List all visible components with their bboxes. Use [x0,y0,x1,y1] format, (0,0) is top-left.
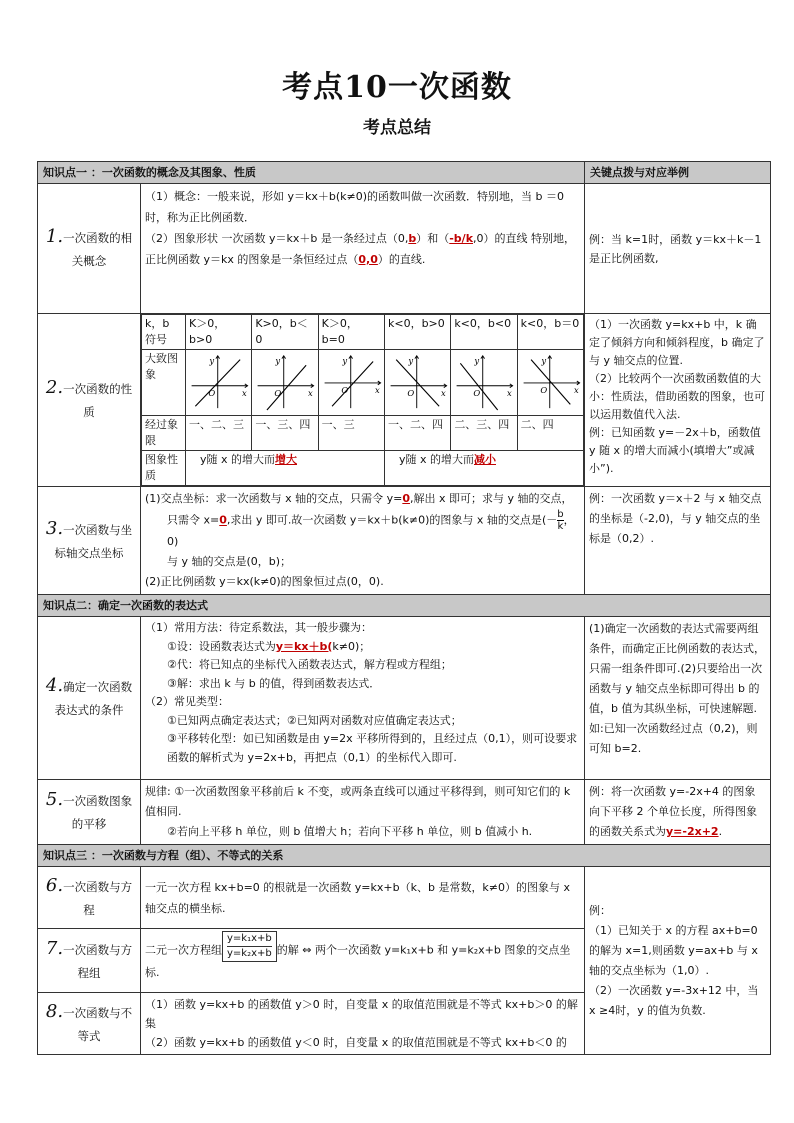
equation-system [222,931,277,962]
x-label: x [308,387,314,398]
red-bk: -b/k [449,232,474,245]
row-label-text: 一次函数的相关概念 [63,230,133,268]
row-determine [38,617,771,780]
determine-line-1: （1）常用方法：待定系数法，其一般步骤为： [145,621,372,634]
quadrant-cell: 二、三、四 [451,416,517,451]
text: 只需令 x= [167,513,220,527]
determine-line-4: ③解：求出 k 与 b 的值，得到函数表达式． [167,676,381,690]
row-number: 3. [45,517,64,539]
property-note-1: （1）一次函数 y=kx+b 中，k 确定了倾斜方向和倾斜程度，b 确定了与 y 轴交点的位置. [589,318,765,367]
graph-cell [384,350,450,416]
red-zero: 0 [219,513,227,527]
graph-cell [318,350,384,416]
quadrant-cell: 一、三、四 [252,416,318,451]
row-label [38,617,141,780]
section-title-2: 知识点二：确定一次函数的表达式 [38,595,771,617]
quadrant-cell: 二、四 [517,416,583,451]
origin-label: O [540,385,547,396]
property-decrease-text: y随 x 的增大而 [398,453,474,466]
row-label-text: 一次函数与坐标轴交点坐标 [54,522,133,560]
graph-cell [252,350,318,416]
text: (1)交点坐标：求一次函数与 x 轴的交点，只需令 y= [145,492,403,505]
y-label: y [275,355,281,366]
row-translation [38,780,771,845]
row-label [38,184,141,314]
quadrant-cell: 一、二、四 [384,416,450,451]
minus-sign: － [546,513,558,527]
header-cell: k<0，b>0 [384,315,450,350]
function-line [396,360,439,407]
row-label [38,867,141,929]
intersection-example: 例：一次函数 y＝x＋2 与 x 轴交点的坐标是（-2,0)，与 y 轴交点的坐标是（0,2）. [585,487,771,595]
determine-line-2 [145,638,580,657]
x-label: x [241,387,247,398]
row-number: 1. [45,225,64,247]
quadrant-label: 经过象限 [142,416,186,451]
section-header-1 [38,162,771,184]
property-decrease [384,451,583,486]
properties-table [141,314,584,486]
row-equation [38,867,771,929]
text: 的解 ⇔ 两个一次函数 y=k₁x+b 和 y=k₂x+b 图象的交点坐标. [145,943,571,979]
property-note-3: 例：已知函数 y=－2x＋b，函数值 y 随 x 的增大而减小(填增大”或减小”). [589,426,761,475]
red-zero: 0 [402,492,410,505]
system-eq-1: y=k₁x+b [227,932,272,947]
row-label-text: 一次函数与方程 [63,879,133,917]
row-number: 4. [45,675,64,696]
concept-shape-c: ,0）的直线 特别地，正比例函数 y＝kx 的图象是一条恒经过点（ [145,232,576,266]
red-result: y=-2x+2 [666,825,719,838]
translation-line-1: 规律: ①一次函数图象平移前后 k 不变，或两条直线可以通过平移得到，则可知它们的 k 值相同. [145,785,571,818]
section-title-1: 知识点一 ：一次函数的概念及其图象、性质 [38,162,585,184]
graph-cell [451,350,517,416]
red-increase: 增大 [275,453,298,466]
row-label [38,314,141,487]
determine-line-7: ③平移转化型：如已知函数是由 y=2x 平移所得到的，且经过点（0,1），则可设要求函数的解析式为 y=2x+b，再把点（0,1）的坐标代入即可. [167,732,578,764]
red-decrease: 减小 [474,453,496,466]
red-form: y＝kx＋b( [275,639,333,653]
text: k≠0)； [332,639,371,653]
concept-shape [145,228,580,270]
system-eq-2: y=k₂x+b [227,947,272,959]
graph-cell [186,350,252,416]
page-subtitle: 考点总结 [363,118,431,138]
intersection-line-3: 与 y 轴的交点是(0，b)； [167,555,292,568]
page-title: 考点10一次函数 [282,70,512,105]
intersection-line-4: (2)正比例函数 y＝kx(k≠0)的图象恒过点(0，0). [145,575,384,588]
fraction-bottom: k [557,521,564,532]
section-header-3 [38,845,771,867]
y-label: y [341,355,347,366]
line-graph-icon [385,350,450,414]
header-cell: k<0，b<0 [451,315,517,350]
line-graph-icon [451,350,516,414]
graph-label: 大致图象 [142,350,186,416]
origin-label: O [341,385,348,396]
y-label: y [408,355,414,366]
header-cell: k，b 符号 [142,315,186,350]
row-intersections [38,487,771,595]
x-label: x [573,385,579,396]
concept-shape-b: ）和（ [416,232,450,245]
row-label-text: 一次函数与方程组 [63,942,133,980]
function-line [461,363,498,410]
function-line [531,360,570,405]
graph-cell [517,350,583,416]
header-cell: K＞0，b>0 [186,315,252,350]
section-title-1-right: 关键点拨与对应举例 [585,162,771,184]
y-label: y [209,355,215,366]
text: ①设：设函数表达式为 [167,639,276,653]
row-number: 2. [45,377,64,398]
relation-example [585,867,771,1055]
translation-line-2: ②若向上平移 h 单位，则 b 值增大 h；若向下平移 h 单位，则 b 值减小 h. [167,825,533,838]
intersection-line-1 [145,489,580,509]
determine-line-3: ②代：将已知点的坐标代入函数表达式，解方程或方程组； [167,658,452,671]
fraction-top: b [557,509,564,520]
line-graph-icon [518,350,583,414]
row-number: 5. [45,789,64,810]
intersection-line-2: 只需令 x=0,求出 y 即可.故一次函数 y＝kx＋b(k≠0)的图象与 x 轴的交点是(－ $\frac{b}{k}$，0) [167,509,575,548]
concept-example: 例：当 k=1时，函数 y＝kx＋k－1是正比例函数, [585,184,771,314]
quadrant-cell: 一、二、三 [186,416,252,451]
determine-note: (1)确定一次函数的表达式需要两组条件，而确定正比例函数的表达式，只需一组条件即可.(2)只要给出一次函数与 y 轴交点坐标即可得出 b 的值，b 值为其纵坐标，可快速解题. 如:已知一次函数经过点（0,2)，则可知 b=2. [585,617,771,780]
determine-line-5: （2）常见类型： [145,695,229,708]
text: ,求出 y 即可.故一次函数 y＝kx＋b(k≠0)的图象与 x 轴的交点是 [226,513,542,527]
origin-label: O [274,387,282,398]
x-label: x [507,387,513,398]
summary-table [37,161,771,1055]
text: 例：将一次函数 y=-2x+4 的图象向下平移 2 个单位长度，所得图象的函数关系式为 [589,785,757,838]
y-label: y [540,355,546,366]
header-cell: K＞0，b=0 [318,315,384,350]
inequality-line-2: （2）函数 y=kx+b 的函数值 y＜0 时，自变量 x 的取值范围就是不等式 kx+b＜0 的 [145,1036,567,1049]
x-label: x [374,385,380,396]
row-label [38,780,141,845]
x-label: x [440,387,446,398]
relation-example-2: （2）一次函数 y=-3x+12 中，当 x ≥4时，y 的值为负数. [589,983,759,1017]
row-concept [38,184,771,314]
y-label: y [474,355,480,366]
function-line [332,361,373,406]
function-line [267,365,306,410]
relation-example-head: 例： [589,903,611,917]
system-text [141,929,585,993]
section-header-2 [38,595,771,617]
concept-definition: （1）概念：一般来说，形如 y＝kx＋b(k≠0)的函数叫做一次函数．特别地，当 b ＝0 时，称为正比例函数． [145,190,565,224]
row-number: 7. [45,937,64,959]
line-graph-icon [186,350,251,414]
line-graph-icon [319,350,384,414]
row-label [38,929,141,993]
concept-shape-a: （2）图象形状 一次函数 y＝kx＋b 是一条经过点（0, [145,232,409,245]
origin-label: O [407,387,415,398]
row-label-text: 一次函数的性质 [63,382,133,419]
origin-label: O [473,387,481,398]
equation-text: 一元一次方程 kx+b=0 的根就是一次函数 y=kx+b（k、b 是常数，k≠0）的图象与 x 轴交点的横坐标. [141,867,585,929]
red-origin: 0,0 [358,253,378,266]
property-increase [186,451,385,486]
text: 二元一次方程组 [145,943,222,956]
header-cell: K>0，b＜0 [252,315,318,350]
row-label-text: 确定一次函数表达式的条件 [54,680,133,717]
row-label-text: 一次函数与不等式 [63,1005,133,1043]
quadrant-cell: 一、三 [318,416,384,451]
header-cell: k<0，b＝0 [517,315,583,350]
property-increase-text: y随 x 的增大而 [200,453,276,466]
line-graph-icon [252,350,317,414]
row-number: 8. [45,1000,64,1022]
origin-label: O [208,387,216,398]
row-label [38,487,141,595]
concept-shape-d: ）的直线. [377,253,426,266]
text: ,解出 x 即可；求与 y 轴的交点， [409,492,573,505]
red-b: b [408,232,417,245]
row-label-text: 一次函数图象的平移 [63,794,133,831]
row-label [38,993,141,1055]
row-properties [38,314,771,487]
relation-example-1: （1）已知关于 x 的方程 ax+b=0 的解为 x=1,则函数 y=ax+b 与 x 轴的交点坐标为（1,0）. [589,923,758,977]
property-label: 图象性质 [142,451,186,486]
property-note-2: （2）比较两个一次函数函数值的大小：性质法，借助函数的图象，也可以运用数值代入法. [589,372,765,421]
section-title-3: 知识点三 ：一次函数与方程（组）、不等式的关系 [38,845,771,867]
inequality-line-1: （1）函数 y=kx+b 的函数值 y＞0 时，自变量 x 的取值范围就是不等式 kx+b＞0 的解集 [145,998,578,1030]
row-number: 6. [45,874,64,896]
fraction-tail: ，0 [167,513,575,548]
translation-example: 例：将一次函数 y=-2x+4 的图象向下平移 2 个单位长度，所得图象的函数关系式为y=-2x+2. [585,780,771,845]
determine-line-6: ①已知两点确定表达式；②已知两对函数对应值确定表达式； [167,713,462,727]
